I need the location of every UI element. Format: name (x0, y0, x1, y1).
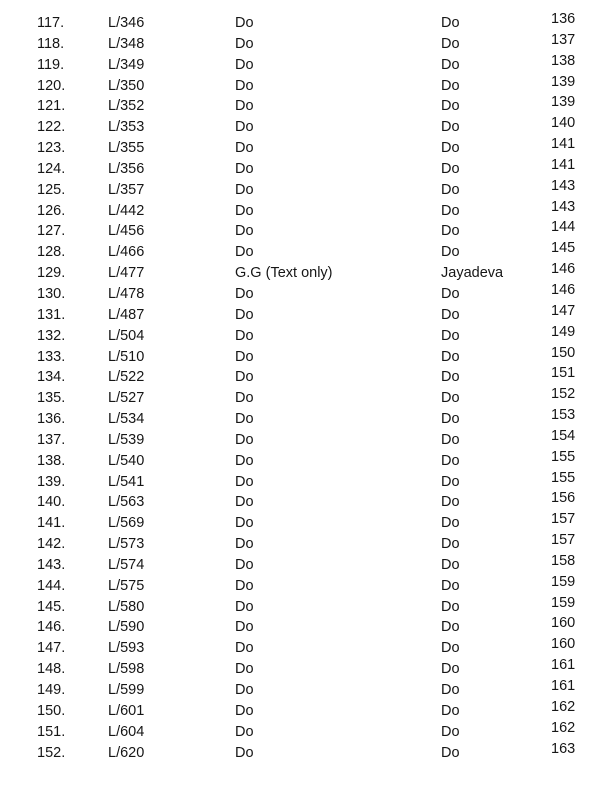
title-cell: Do (235, 536, 254, 553)
manuscript-ref: L/574 (108, 556, 145, 573)
page-number: 157 (551, 532, 576, 549)
manuscript-ref: L/575 (108, 577, 145, 594)
manuscript-ref: L/442 (108, 202, 145, 219)
page-number: 141 (551, 136, 576, 153)
page-number: 146 (551, 281, 576, 298)
table-row (0, 492, 600, 513)
author-cell: Do (441, 515, 460, 532)
table-row (0, 534, 600, 555)
serial-number: 146. (37, 619, 66, 636)
title-cell: Do (235, 431, 254, 448)
page-number: 160 (551, 615, 576, 632)
author-cell: Do (441, 306, 460, 323)
author-cell: Do (441, 98, 460, 115)
table-row (0, 573, 600, 597)
page-number: 139 (551, 94, 576, 111)
manuscript-ref: L/456 (108, 223, 145, 240)
serial-number: 151. (37, 723, 66, 740)
page-number: 157 (551, 511, 576, 528)
manuscript-ref: L/350 (108, 77, 145, 94)
manuscript-ref: L/590 (108, 619, 145, 636)
author-cell: Do (441, 223, 460, 240)
manuscript-ref: L/593 (108, 640, 145, 657)
page-number: 149 (551, 323, 576, 340)
author-cell: Do (441, 244, 460, 261)
table-row (0, 302, 600, 326)
author-cell: Do (441, 702, 460, 719)
page-number: 136 (551, 11, 576, 27)
page-number: 163 (551, 740, 576, 757)
table-row (0, 552, 600, 576)
manuscript-ref: L/522 (108, 369, 145, 386)
manuscript-ref: L/580 (108, 598, 145, 615)
manuscript-ref: L/539 (108, 431, 145, 448)
table-row (0, 242, 600, 263)
author-cell: Do (441, 473, 460, 490)
author-cell: Do (441, 181, 460, 198)
author-cell: Do (441, 348, 460, 365)
table-row (0, 388, 600, 409)
page-number: 138 (551, 52, 576, 69)
title-cell: Do (235, 15, 254, 31)
author-cell: Do (441, 640, 460, 657)
manuscript-ref: L/604 (108, 723, 145, 740)
author-cell: Do (441, 390, 460, 407)
title-cell: Do (235, 702, 254, 719)
serial-number: 143. (37, 556, 66, 573)
manuscript-ref: L/466 (108, 244, 145, 261)
title-cell: Do (235, 160, 254, 177)
author-cell: Do (441, 77, 460, 94)
manuscript-ref: L/346 (108, 15, 145, 31)
author-cell: Do (441, 369, 460, 386)
table-row (0, 680, 600, 701)
title-cell: Do (235, 77, 254, 94)
table-row (0, 719, 600, 743)
table-row (0, 13, 600, 34)
table-row (0, 52, 600, 76)
page-number: 141 (551, 156, 576, 173)
table-row (0, 427, 600, 451)
serial-number: 134. (37, 369, 66, 386)
manuscript-ref: L/355 (108, 140, 145, 157)
author-cell: Do (441, 411, 460, 428)
table-row (0, 117, 600, 138)
table-row (0, 638, 600, 659)
manuscript-ref: L/601 (108, 702, 145, 719)
table-row (0, 221, 600, 242)
page-number: 153 (551, 407, 576, 424)
table-row (0, 594, 600, 618)
table-row (0, 344, 600, 368)
table-row (0, 513, 600, 534)
manuscript-ref: L/356 (108, 160, 145, 177)
author-cell: Do (441, 15, 460, 31)
table-row (0, 198, 600, 222)
manuscript-ref: L/569 (108, 515, 145, 532)
serial-number: 137. (37, 431, 66, 448)
manuscript-ref: L/348 (108, 35, 145, 52)
author-cell: Do (441, 536, 460, 553)
author-cell: Do (441, 682, 460, 698)
serial-number: 152. (37, 744, 66, 761)
serial-number: 128. (37, 244, 66, 261)
table-row (0, 177, 600, 201)
title-cell: Do (235, 577, 254, 594)
table-row (0, 31, 600, 55)
title-cell: Do (235, 348, 254, 365)
serial-number: 122. (37, 119, 66, 136)
serial-number: 117. (37, 15, 65, 31)
table-row (0, 323, 600, 347)
title-cell: Do (235, 661, 254, 678)
title-cell: Do (235, 598, 254, 615)
author-cell: Do (441, 431, 460, 448)
title-cell: Do (235, 285, 254, 302)
page-number: 152 (551, 386, 576, 403)
author-cell: Do (441, 556, 460, 573)
author-cell: Jayadeva (441, 265, 504, 282)
title-cell: Do (235, 390, 254, 407)
author-cell: Do (441, 202, 460, 219)
serial-number: 124. (37, 160, 66, 177)
author-cell: Do (441, 119, 460, 136)
table-row (0, 281, 600, 305)
page-number: 145 (551, 240, 576, 257)
serial-number: 119. (37, 56, 65, 73)
manuscript-ref: L/477 (108, 265, 145, 282)
serial-number: 135. (37, 390, 66, 407)
serial-number: 129. (37, 265, 66, 282)
manuscript-ref: L/487 (108, 306, 145, 323)
serial-number: 144. (37, 577, 66, 594)
table-row (0, 367, 600, 388)
author-cell: Do (441, 619, 460, 636)
title-cell: Do (235, 56, 254, 73)
author-cell: Do (441, 35, 460, 52)
title-cell: Do (235, 515, 254, 532)
page-number: 162 (551, 719, 576, 736)
serial-number: 150. (37, 702, 66, 719)
author-cell: Do (441, 494, 460, 511)
author-cell: Do (441, 723, 460, 740)
serial-number: 136. (37, 411, 66, 428)
page-number: 137 (551, 31, 576, 48)
serial-number: 126. (37, 202, 66, 219)
manuscript-ref: L/504 (108, 327, 145, 344)
manuscript-ref: L/573 (108, 536, 145, 553)
title-cell: Do (235, 223, 254, 240)
page-number: 147 (551, 302, 576, 319)
title-cell: Do (235, 619, 254, 636)
manuscript-ref: L/540 (108, 452, 145, 469)
serial-number: 139. (37, 473, 66, 490)
manuscript-ref: L/598 (108, 661, 145, 678)
table-row (0, 263, 600, 284)
serial-number: 131. (37, 306, 66, 323)
table-row (0, 409, 600, 430)
serial-number: 140. (37, 494, 66, 511)
author-cell: Do (441, 140, 460, 157)
manuscript-ref: L/620 (108, 744, 145, 761)
title-cell: Do (235, 452, 254, 469)
page-number: 146 (551, 261, 576, 278)
serial-number: 118. (37, 35, 65, 52)
title-cell: Do (235, 202, 254, 219)
table-row (0, 469, 600, 493)
serial-number: 123. (37, 140, 66, 157)
page-number: 143 (551, 198, 576, 215)
table-row (0, 448, 600, 472)
title-cell: Do (235, 682, 254, 698)
author-cell: Do (441, 598, 460, 615)
serial-number: 125. (37, 181, 66, 198)
manuscript-ref: L/357 (108, 181, 145, 198)
manuscript-ref: L/541 (108, 473, 145, 490)
page-number: 151 (551, 365, 576, 382)
title-cell: Do (235, 98, 254, 115)
page-number: 156 (551, 490, 576, 507)
table-row (0, 740, 600, 764)
author-cell: Do (441, 327, 460, 344)
title-cell: Do (235, 723, 254, 740)
page-number: 162 (551, 698, 576, 715)
manuscript-ref: L/563 (108, 494, 145, 511)
page-number: 143 (551, 177, 576, 194)
title-cell: Do (235, 35, 254, 52)
page-number: 159 (551, 573, 576, 590)
serial-number: 149. (37, 682, 66, 698)
page-number: 155 (551, 448, 576, 465)
page-number: 160 (551, 636, 576, 653)
author-cell: Do (441, 661, 460, 678)
author-cell: Do (441, 577, 460, 594)
manuscript-ref: L/510 (108, 348, 145, 365)
title-cell: Do (235, 244, 254, 261)
table-row (0, 156, 600, 180)
page-number: 158 (551, 552, 576, 569)
serial-number: 132. (37, 327, 66, 344)
title-cell: Do (235, 640, 254, 657)
page-number: 154 (551, 427, 576, 444)
author-cell: Do (441, 56, 460, 73)
serial-number: 127. (37, 223, 66, 240)
serial-number: 141. (37, 515, 66, 532)
page-number: 161 (551, 657, 576, 674)
author-cell: Do (441, 744, 460, 761)
serial-number: 120. (37, 77, 66, 94)
page-number: 139 (551, 73, 576, 90)
manuscript-ref: L/353 (108, 119, 145, 136)
serial-number: 142. (37, 536, 66, 553)
title-cell: Do (235, 140, 254, 157)
page-number: 159 (551, 594, 576, 611)
title-cell: Do (235, 181, 254, 198)
title-cell: Do (235, 744, 254, 761)
page-number: 140 (551, 115, 576, 132)
table-row (0, 659, 600, 680)
table-row (0, 138, 600, 159)
table-row (0, 96, 600, 117)
title-cell: Do (235, 306, 254, 323)
title-cell: Do (235, 327, 254, 344)
serial-number: 121. (37, 98, 66, 115)
table-row (0, 617, 600, 638)
page-number: 150 (551, 344, 576, 361)
table-row (0, 73, 600, 97)
manuscript-ref: L/349 (108, 56, 145, 73)
catalogue-list (0, 13, 600, 763)
title-cell: G.G (Text only) (235, 265, 333, 282)
page-number: 155 (551, 469, 576, 486)
page-number: 144 (551, 219, 576, 236)
serial-number: 147. (37, 640, 66, 657)
author-cell: Do (441, 160, 460, 177)
title-cell: Do (235, 473, 254, 490)
serial-number: 148. (37, 661, 66, 678)
manuscript-ref: L/478 (108, 285, 145, 302)
title-cell: Do (235, 556, 254, 573)
serial-number: 130. (37, 285, 66, 302)
title-cell: Do (235, 494, 254, 511)
table-row (0, 698, 600, 722)
serial-number: 145. (37, 598, 66, 615)
manuscript-ref: L/599 (108, 682, 145, 698)
manuscript-ref: L/352 (108, 98, 145, 115)
page-number: 161 (551, 678, 576, 694)
title-cell: Do (235, 369, 254, 386)
author-cell: Do (441, 285, 460, 302)
title-cell: Do (235, 119, 254, 136)
author-cell: Do (441, 452, 460, 469)
serial-number: 133. (37, 348, 66, 365)
serial-number: 138. (37, 452, 66, 469)
manuscript-ref: L/527 (108, 390, 145, 407)
title-cell: Do (235, 411, 254, 428)
manuscript-ref: L/534 (108, 411, 145, 428)
